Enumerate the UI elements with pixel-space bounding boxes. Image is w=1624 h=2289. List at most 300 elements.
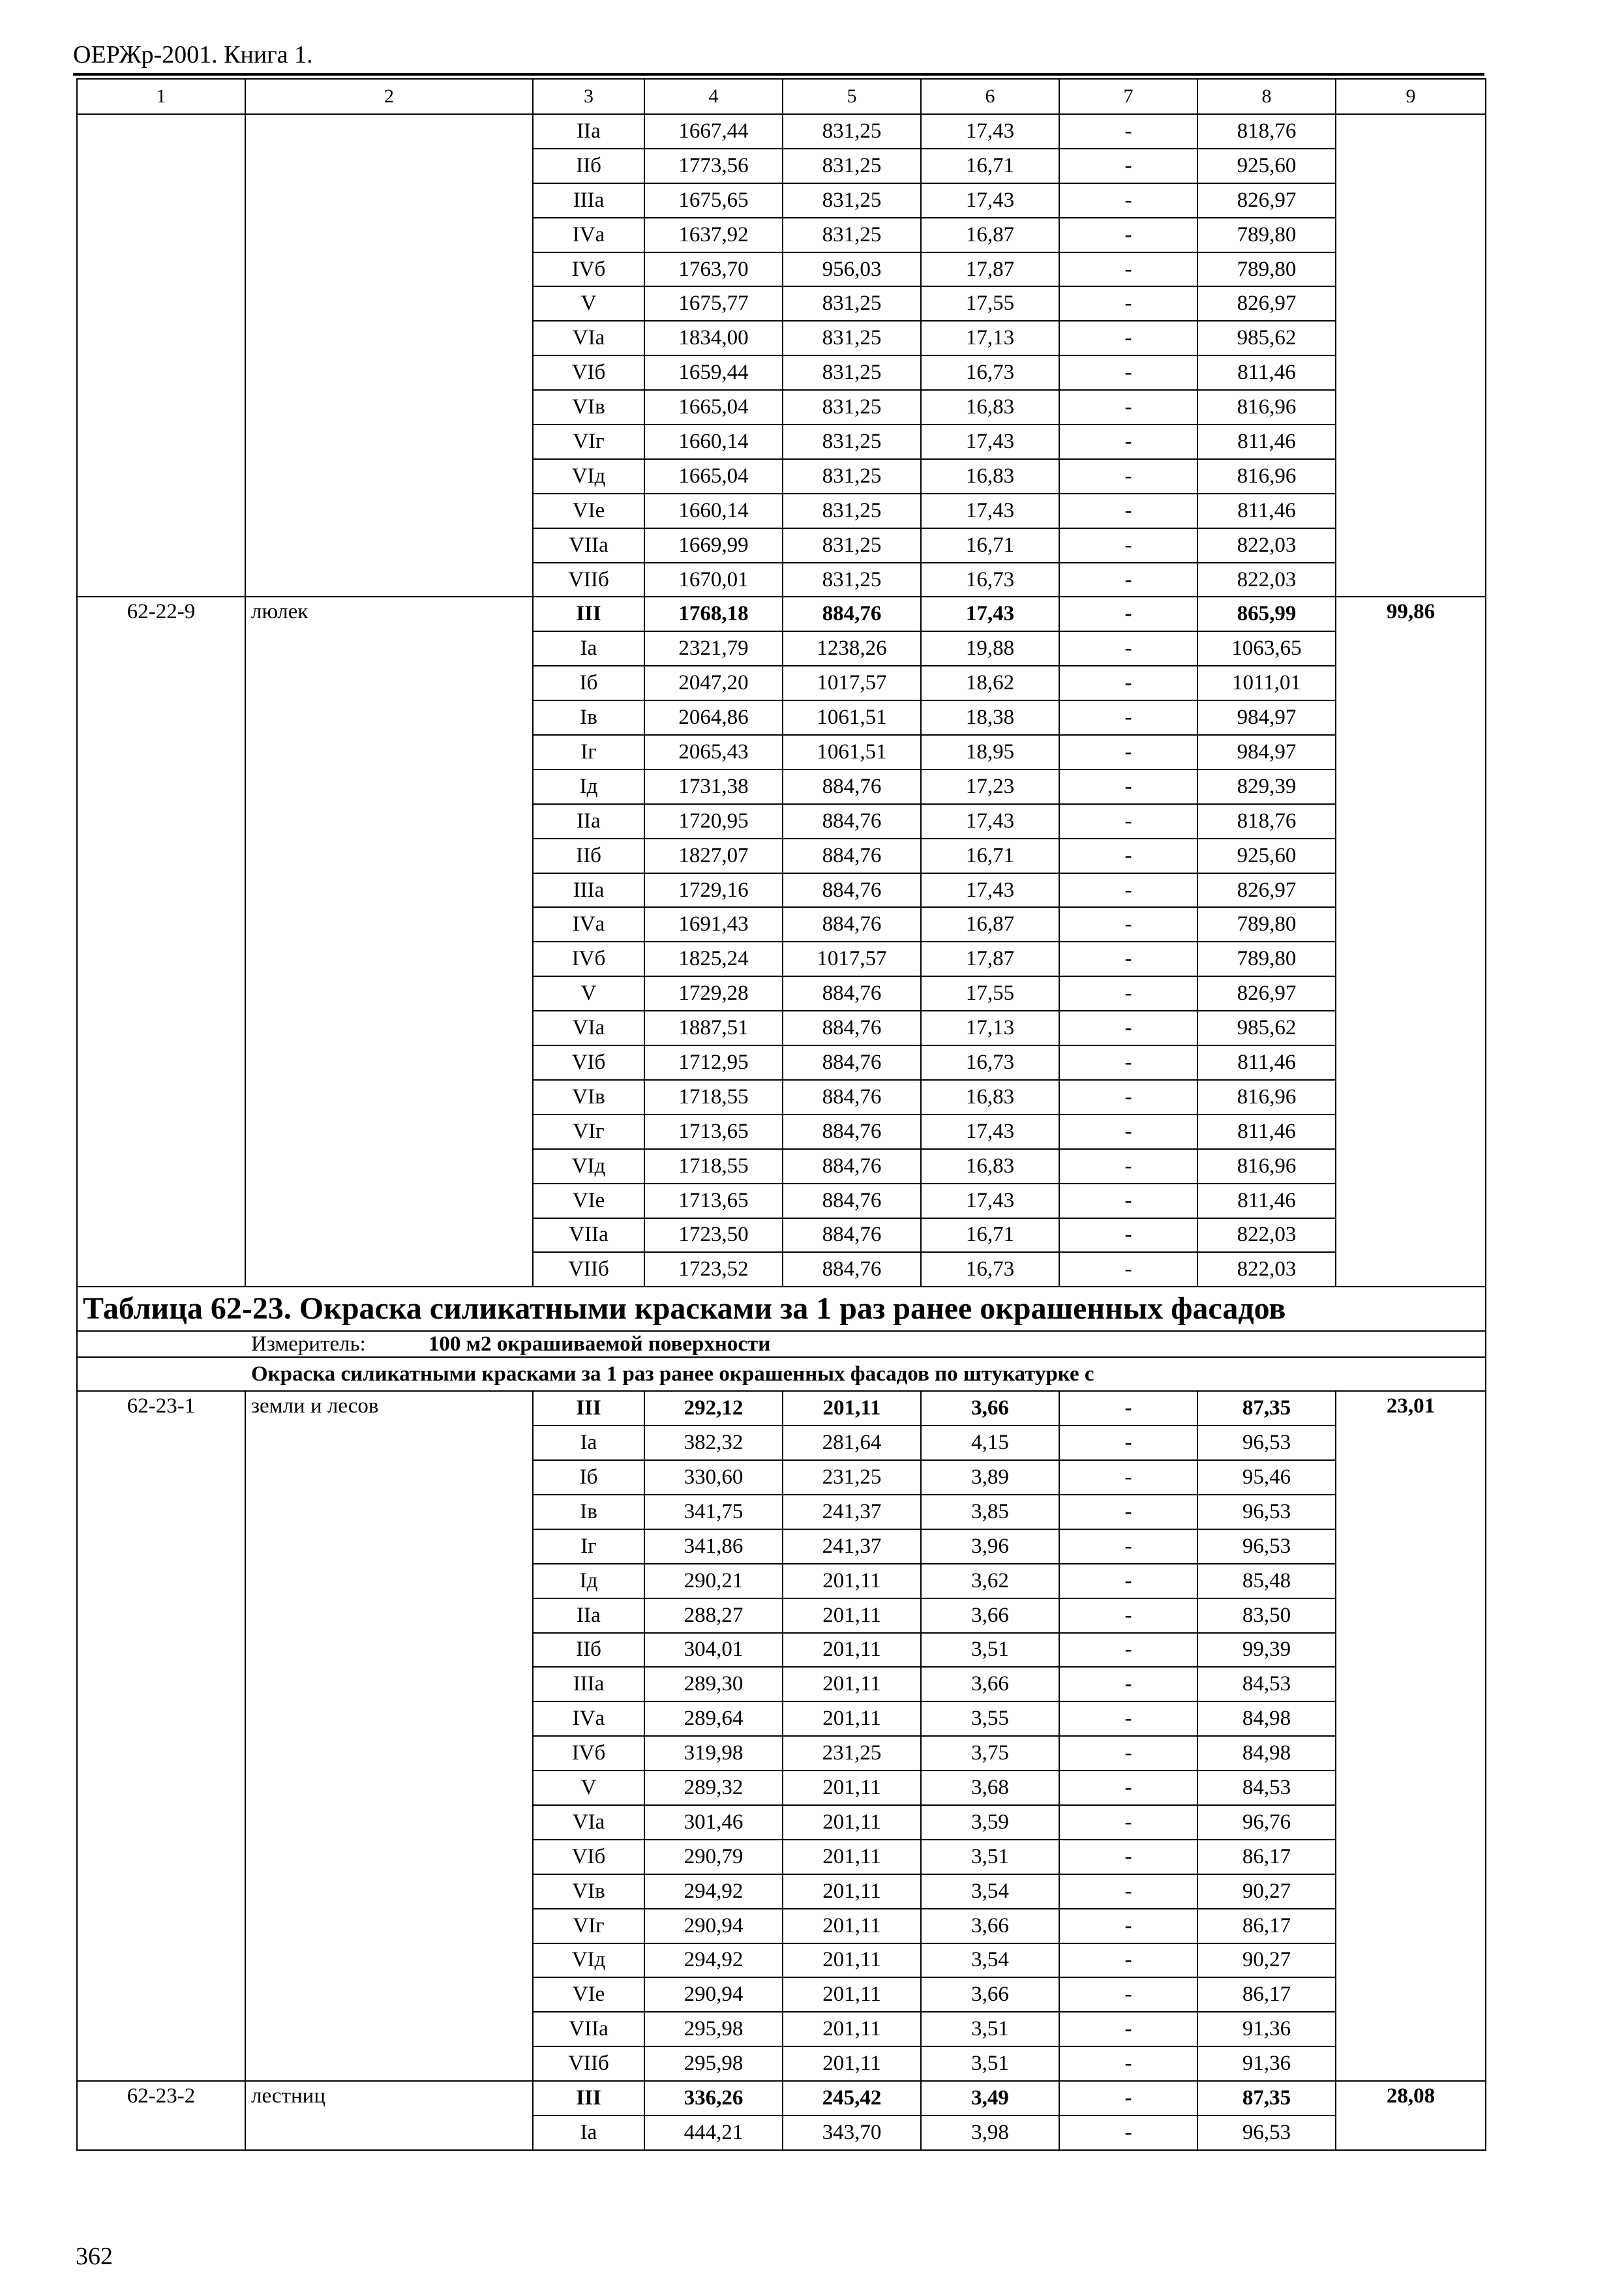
value-cell: 3,66: [921, 1909, 1059, 1943]
value-cell: -: [1059, 631, 1197, 666]
value-cell: -: [1059, 770, 1197, 804]
value-cell: 884,76: [783, 976, 921, 1011]
value-cell: 16,87: [921, 907, 1059, 942]
value-cell: 87,35: [1197, 1391, 1336, 1426]
value-cell: 16,83: [921, 1080, 1059, 1115]
value-cell: 831,25: [783, 459, 921, 494]
value-cell: 17,55: [921, 286, 1059, 321]
value-cell: 818,76: [1197, 804, 1336, 839]
zone-cell: VIа: [533, 1805, 644, 1840]
zone-cell: III: [533, 2081, 644, 2116]
value-cell: 281,64: [783, 1426, 921, 1460]
zone-cell: Iв: [533, 1495, 644, 1529]
value-cell: 1017,57: [783, 666, 921, 700]
value-cell: 1768,18: [644, 597, 783, 631]
zone-cell: V: [533, 286, 644, 321]
value-cell: 289,32: [644, 1771, 783, 1805]
value-cell: 884,76: [783, 1218, 921, 1253]
column-number-row: [77, 79, 1486, 114]
rate-code: 62-23-1: [77, 1391, 245, 2081]
value-cell: 985,62: [1197, 1011, 1336, 1045]
column-number: 1: [77, 79, 245, 114]
value-cell: 818,76: [1197, 114, 1336, 149]
value-cell: 382,32: [644, 1426, 783, 1460]
value-cell: 1061,51: [783, 700, 921, 735]
value-cell: 826,97: [1197, 873, 1336, 908]
value-cell: 86,17: [1197, 1909, 1336, 1943]
value-cell: 3,66: [921, 1598, 1059, 1633]
value-cell: 884,76: [783, 1080, 921, 1115]
value-cell: 290,79: [644, 1840, 783, 1874]
zone-cell: IIб: [533, 839, 644, 873]
value-cell: 865,99: [1197, 597, 1336, 631]
zone-cell: IVб: [533, 1736, 644, 1771]
value-cell: -: [1059, 1184, 1197, 1218]
value-cell: 831,25: [783, 425, 921, 459]
value-cell: 925,60: [1197, 149, 1336, 183]
zone-cell: VIе: [533, 1977, 644, 2012]
work-name: лестниц: [245, 2081, 533, 2150]
work-name: [245, 114, 533, 597]
value-cell: 831,25: [783, 183, 921, 218]
value-cell: 96,76: [1197, 1805, 1336, 1840]
value-cell: 86,17: [1197, 1977, 1336, 2012]
value-cell: 1773,56: [644, 149, 783, 183]
value-cell: 16,83: [921, 459, 1059, 494]
value-cell: 18,95: [921, 735, 1059, 770]
value-cell: 816,96: [1197, 390, 1336, 425]
value-cell: 884,76: [783, 1149, 921, 1184]
value-cell: 1675,65: [644, 183, 783, 218]
value-cell: 1017,57: [783, 942, 921, 976]
value-cell: 231,25: [783, 1736, 921, 1771]
value-cell: 3,68: [921, 1771, 1059, 1805]
value-cell: 17,13: [921, 321, 1059, 355]
zone-cell: IIа: [533, 114, 644, 149]
column-number: 9: [1336, 79, 1486, 114]
value-cell: -: [1059, 286, 1197, 321]
value-cell: 831,25: [783, 528, 921, 563]
value-cell: 304,01: [644, 1633, 783, 1668]
value-cell: -: [1059, 1391, 1197, 1426]
value-cell: 289,64: [644, 1701, 783, 1736]
value-cell: 884,76: [783, 907, 921, 942]
value-cell: 16,73: [921, 1045, 1059, 1080]
zone-cell: Iв: [533, 700, 644, 735]
value-cell: 1825,24: [644, 942, 783, 976]
column-number: 6: [921, 79, 1059, 114]
value-cell: 16,73: [921, 563, 1059, 597]
zone-cell: VIв: [533, 1874, 644, 1909]
value-cell: -: [1059, 1977, 1197, 2012]
rates-table: [76, 78, 1486, 2151]
value-cell: 96,53: [1197, 1495, 1336, 1529]
value-cell: 1660,14: [644, 494, 783, 528]
value-cell: 884,76: [783, 597, 921, 631]
value-cell: 17,43: [921, 183, 1059, 218]
value-cell: 811,46: [1197, 1184, 1336, 1218]
value-cell: 245,42: [783, 2081, 921, 2116]
zone-cell: VIг: [533, 1115, 644, 1149]
zone-cell: VIIа: [533, 528, 644, 563]
value-cell: 3,51: [921, 1633, 1059, 1668]
value-cell: 1011,01: [1197, 666, 1336, 700]
value-cell: 17,43: [921, 597, 1059, 631]
value-cell: 3,59: [921, 1805, 1059, 1840]
value-cell: -: [1059, 1736, 1197, 1771]
column-number: 7: [1059, 79, 1197, 114]
table-title: Таблица 62-23. Окраска силикатными красками за 1 раз ранее окрашенных фасадов: [77, 1287, 1486, 1331]
zone-cell: VIв: [533, 1080, 644, 1115]
value-cell: -: [1059, 321, 1197, 355]
value-cell: 789,80: [1197, 252, 1336, 287]
value-cell: 884,76: [783, 873, 921, 908]
value-cell: 822,03: [1197, 563, 1336, 597]
value-cell: 1723,52: [644, 1252, 783, 1287]
zone-cell: IVа: [533, 1701, 644, 1736]
zone-cell: Iа: [533, 631, 644, 666]
value-cell: 91,36: [1197, 2046, 1336, 2081]
value-cell: -: [1059, 700, 1197, 735]
zone-cell: IIб: [533, 149, 644, 183]
value-cell: -: [1059, 1874, 1197, 1909]
value-cell: 16,73: [921, 355, 1059, 390]
value-cell: 4,15: [921, 1426, 1059, 1460]
value-cell: 84,53: [1197, 1771, 1336, 1805]
value-cell: 956,03: [783, 252, 921, 287]
value-cell: -: [1059, 1529, 1197, 1564]
value-cell: 201,11: [783, 1909, 921, 1943]
value-cell: -: [1059, 528, 1197, 563]
value-cell: 18,38: [921, 700, 1059, 735]
value-cell: 984,97: [1197, 735, 1336, 770]
value-cell: 3,66: [921, 1667, 1059, 1701]
value-cell: 201,11: [783, 1633, 921, 1668]
zone-cell: IVб: [533, 252, 644, 287]
value-cell: 17,43: [921, 1184, 1059, 1218]
value-cell: -: [1059, 2012, 1197, 2046]
zone-cell: VIа: [533, 1011, 644, 1045]
value-cell: 3,62: [921, 1564, 1059, 1598]
value-cell: 3,66: [921, 1391, 1059, 1426]
value-cell: -: [1059, 804, 1197, 839]
value-cell: 1667,44: [644, 114, 783, 149]
value-cell: 884,76: [783, 1252, 921, 1287]
value-cell: -: [1059, 494, 1197, 528]
value-cell: 1729,16: [644, 873, 783, 908]
zone-cell: VIе: [533, 1184, 644, 1218]
value-cell: -: [1059, 1598, 1197, 1633]
value-cell: 290,94: [644, 1909, 783, 1943]
zone-cell: Iд: [533, 1564, 644, 1598]
value-cell: 822,03: [1197, 1218, 1336, 1253]
value-cell: 3,51: [921, 2046, 1059, 2081]
value-cell: 1665,04: [644, 390, 783, 425]
value-cell: 90,27: [1197, 1943, 1336, 1978]
value-cell: 1061,51: [783, 735, 921, 770]
value-cell: 985,62: [1197, 321, 1336, 355]
value-cell: 3,98: [921, 2116, 1059, 2150]
value-cell: -: [1059, 942, 1197, 976]
value-cell: 444,21: [644, 2116, 783, 2150]
value-cell: 201,11: [783, 1805, 921, 1840]
value-cell: 816,96: [1197, 459, 1336, 494]
value-cell: 241,37: [783, 1495, 921, 1529]
value-cell: 1712,95: [644, 1045, 783, 1080]
zone-cell: IIб: [533, 1633, 644, 1668]
rate-code: 62-23-2: [77, 2081, 245, 2150]
value-cell: 2064,86: [644, 700, 783, 735]
value-cell: 17,87: [921, 252, 1059, 287]
value-cell: 17,43: [921, 1115, 1059, 1149]
value-cell: 811,46: [1197, 425, 1336, 459]
value-cell: 99,39: [1197, 1633, 1336, 1668]
table-row: [77, 114, 1486, 149]
value-cell: -: [1059, 907, 1197, 942]
value-cell: -: [1059, 1460, 1197, 1495]
value-cell: 18,62: [921, 666, 1059, 700]
zone-cell: IIа: [533, 804, 644, 839]
value-cell: 295,98: [644, 2012, 783, 2046]
zone-cell: VIIа: [533, 1218, 644, 1253]
rate-code: 62-22-9: [77, 597, 245, 1287]
value-cell: 319,98: [644, 1736, 783, 1771]
meter-value: 100 м2 окрашиваемой поверхности: [428, 1332, 771, 1356]
value-cell: -: [1059, 1667, 1197, 1701]
zone-cell: VIб: [533, 355, 644, 390]
value-cell: 2047,20: [644, 666, 783, 700]
value-cell: 811,46: [1197, 494, 1336, 528]
value-cell: 1670,01: [644, 563, 783, 597]
value-cell: -: [1059, 1115, 1197, 1149]
value-cell: 789,80: [1197, 942, 1336, 976]
value-cell: 822,03: [1197, 1252, 1336, 1287]
value-cell: 1675,77: [644, 286, 783, 321]
value-cell: 201,11: [783, 1840, 921, 1874]
zone-cell: Iб: [533, 666, 644, 700]
value-cell: 96,53: [1197, 2116, 1336, 2150]
value-cell: 831,25: [783, 149, 921, 183]
value-cell: 1238,26: [783, 631, 921, 666]
value-cell: 1659,44: [644, 355, 783, 390]
value-cell: -: [1059, 1149, 1197, 1184]
value-cell: -: [1059, 1564, 1197, 1598]
value-cell: 826,97: [1197, 286, 1336, 321]
table-body: [77, 79, 1486, 2150]
value-cell: 86,17: [1197, 1840, 1336, 1874]
value-cell: 1763,70: [644, 252, 783, 287]
value-cell: -: [1059, 218, 1197, 252]
rate-code: [77, 114, 245, 597]
value-cell: 831,25: [783, 563, 921, 597]
column-number: 3: [533, 79, 644, 114]
zone-cell: VIд: [533, 459, 644, 494]
zone-cell: V: [533, 976, 644, 1011]
value-cell: 811,46: [1197, 1045, 1336, 1080]
value-cell: 288,27: [644, 1598, 783, 1633]
value-cell: -: [1059, 149, 1197, 183]
value-cell: 201,11: [783, 1977, 921, 2012]
value-cell: 2065,43: [644, 735, 783, 770]
value-cell: 16,83: [921, 390, 1059, 425]
value-cell: 811,46: [1197, 355, 1336, 390]
document-header: ОЕРЖр-2001. Книга 1.: [73, 41, 313, 68]
extra-value: 99,86: [1336, 597, 1486, 1287]
value-cell: 826,97: [1197, 183, 1336, 218]
value-cell: 831,25: [783, 494, 921, 528]
value-cell: 16,83: [921, 1149, 1059, 1184]
column-number: 8: [1197, 79, 1336, 114]
value-cell: 1718,55: [644, 1149, 783, 1184]
value-cell: 290,94: [644, 1977, 783, 2012]
value-cell: -: [1059, 1805, 1197, 1840]
zone-cell: VIб: [533, 1045, 644, 1080]
value-cell: 201,11: [783, 1564, 921, 1598]
value-cell: 831,25: [783, 355, 921, 390]
value-cell: 3,55: [921, 1701, 1059, 1736]
value-cell: 16,71: [921, 528, 1059, 563]
value-cell: 831,25: [783, 390, 921, 425]
value-cell: 829,39: [1197, 770, 1336, 804]
value-cell: 85,48: [1197, 1564, 1336, 1598]
value-cell: 884,76: [783, 770, 921, 804]
value-cell: 3,75: [921, 1736, 1059, 1771]
page-number: 362: [76, 2243, 113, 2270]
value-cell: 1665,04: [644, 459, 783, 494]
table-row: [77, 1391, 1486, 1426]
value-cell: 16,71: [921, 1218, 1059, 1253]
value-cell: -: [1059, 355, 1197, 390]
value-cell: 831,25: [783, 218, 921, 252]
zone-cell: VIг: [533, 425, 644, 459]
extra-value: 23,01: [1336, 1391, 1486, 2081]
value-cell: 294,92: [644, 1874, 783, 1909]
value-cell: 884,76: [783, 1184, 921, 1218]
zone-cell: V: [533, 1771, 644, 1805]
value-cell: 1834,00: [644, 321, 783, 355]
value-cell: 17,87: [921, 942, 1059, 976]
value-cell: 826,97: [1197, 976, 1336, 1011]
subtitle-row: [77, 1357, 1486, 1391]
value-cell: -: [1059, 2116, 1197, 2150]
value-cell: 17,43: [921, 873, 1059, 908]
value-cell: -: [1059, 2046, 1197, 2081]
zone-cell: Iг: [533, 1529, 644, 1564]
value-cell: 816,96: [1197, 1149, 1336, 1184]
value-cell: 3,54: [921, 1943, 1059, 1978]
zone-cell: VIIб: [533, 2046, 644, 2081]
value-cell: 83,50: [1197, 1598, 1336, 1633]
value-cell: 984,97: [1197, 700, 1336, 735]
value-cell: 789,80: [1197, 218, 1336, 252]
zone-cell: VIв: [533, 390, 644, 425]
value-cell: 17,13: [921, 1011, 1059, 1045]
value-cell: -: [1059, 735, 1197, 770]
value-cell: 3,96: [921, 1529, 1059, 1564]
value-cell: 831,25: [783, 321, 921, 355]
value-cell: 1660,14: [644, 425, 783, 459]
value-cell: 87,35: [1197, 2081, 1336, 2116]
value-cell: 925,60: [1197, 839, 1336, 873]
value-cell: 241,37: [783, 1529, 921, 1564]
value-cell: 884,76: [783, 1045, 921, 1080]
value-cell: -: [1059, 252, 1197, 287]
value-cell: 91,36: [1197, 2012, 1336, 2046]
value-cell: 2321,79: [644, 631, 783, 666]
zone-cell: III: [533, 1391, 644, 1426]
value-cell: 201,11: [783, 2046, 921, 2081]
value-cell: 816,96: [1197, 1080, 1336, 1115]
value-cell: -: [1059, 1045, 1197, 1080]
value-cell: -: [1059, 1011, 1197, 1045]
value-cell: 201,11: [783, 1701, 921, 1736]
zone-cell: IIа: [533, 1598, 644, 1633]
value-cell: 3,89: [921, 1460, 1059, 1495]
value-cell: -: [1059, 1218, 1197, 1253]
value-cell: -: [1059, 1426, 1197, 1460]
value-cell: 17,23: [921, 770, 1059, 804]
value-cell: 201,11: [783, 1598, 921, 1633]
value-cell: -: [1059, 1840, 1197, 1874]
value-cell: 1669,99: [644, 528, 783, 563]
zone-cell: VIд: [533, 1943, 644, 1978]
value-cell: 17,43: [921, 494, 1059, 528]
zone-cell: IIIа: [533, 183, 644, 218]
work-name: земли и лесов: [245, 1391, 533, 2081]
extra-value: 28,08: [1336, 2081, 1486, 2150]
value-cell: -: [1059, 873, 1197, 908]
value-cell: 1718,55: [644, 1080, 783, 1115]
table-subtitle: Окраска силикатными красками за 1 раз ранее окрашенных фасадов по штукатурке с: [77, 1357, 1486, 1391]
value-cell: -: [1059, 976, 1197, 1011]
value-cell: 884,76: [783, 1011, 921, 1045]
value-cell: -: [1059, 1701, 1197, 1736]
value-cell: 789,80: [1197, 907, 1336, 942]
value-cell: 201,11: [783, 1771, 921, 1805]
value-cell: 3,85: [921, 1495, 1059, 1529]
value-cell: -: [1059, 1771, 1197, 1805]
value-cell: 201,11: [783, 1943, 921, 1978]
meter-label: Измеритель:: [251, 1332, 366, 1356]
value-cell: -: [1059, 2081, 1197, 2116]
value-cell: 1731,38: [644, 770, 783, 804]
value-cell: -: [1059, 1080, 1197, 1115]
value-cell: 1713,65: [644, 1184, 783, 1218]
value-cell: -: [1059, 1252, 1197, 1287]
value-cell: -: [1059, 839, 1197, 873]
value-cell: 336,26: [644, 2081, 783, 2116]
table-title-row: [77, 1287, 1486, 1331]
value-cell: 831,25: [783, 114, 921, 149]
value-cell: 84,98: [1197, 1736, 1336, 1771]
value-cell: -: [1059, 114, 1197, 149]
value-cell: 19,88: [921, 631, 1059, 666]
value-cell: 231,25: [783, 1460, 921, 1495]
value-cell: 3,51: [921, 1840, 1059, 1874]
value-cell: 3,66: [921, 1977, 1059, 2012]
value-cell: 811,46: [1197, 1115, 1336, 1149]
value-cell: 201,11: [783, 1874, 921, 1909]
column-number: 5: [783, 79, 921, 114]
zone-cell: VIIб: [533, 563, 644, 597]
value-cell: 3,54: [921, 1874, 1059, 1909]
meter-row: [77, 1331, 1486, 1357]
value-cell: 96,53: [1197, 1529, 1336, 1564]
value-cell: 1720,95: [644, 804, 783, 839]
zone-cell: VIа: [533, 321, 644, 355]
value-cell: 17,43: [921, 425, 1059, 459]
value-cell: 1713,65: [644, 1115, 783, 1149]
